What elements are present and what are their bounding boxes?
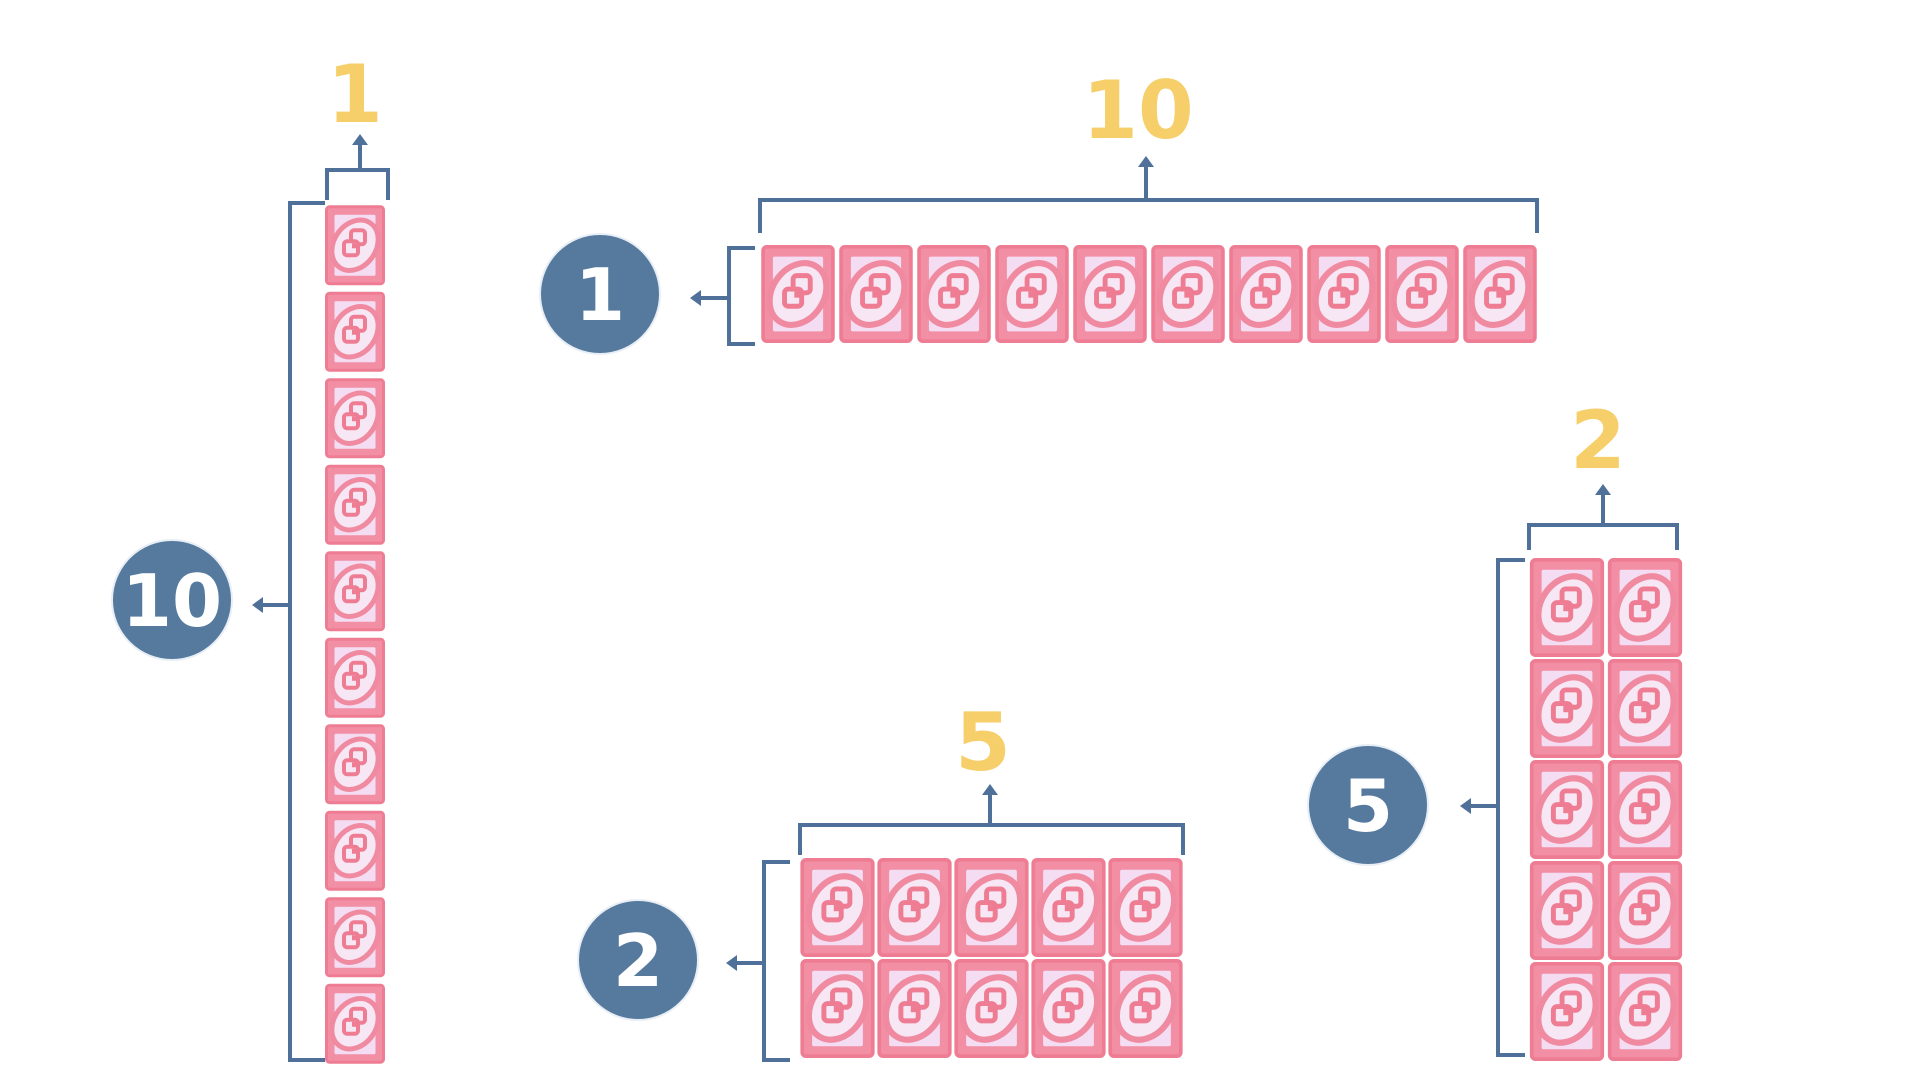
card-icon [1605,661,1686,756]
cols-count: 5 [955,696,1011,789]
card-icon [836,247,916,341]
card-grid [797,860,1186,1056]
card-icon [1605,560,1686,655]
cols-bracket [1529,525,1677,550]
card-icon [1605,964,1686,1059]
rows-bracket [1498,560,1525,1055]
card-icon [1605,762,1686,857]
card-icon [1148,247,1228,341]
cols-arrow-head [1138,156,1154,167]
card-icon [1460,247,1540,341]
card-icon [1070,247,1150,341]
card-icon [1527,762,1608,857]
rows-arrow-head [726,955,737,971]
card-icon [322,553,387,630]
card-icon [951,860,1032,955]
card-icon [1105,860,1186,955]
card-icon [1527,964,1608,1059]
rows-bracket [290,203,325,1060]
card-icon [914,247,994,341]
rows-arrow-head [690,290,701,306]
card-icon [322,899,387,976]
cols-count: 2 [1570,394,1626,487]
card-icon [1028,961,1109,1056]
rows-count: 2 [612,919,664,1003]
rows-arrow-head [1460,798,1471,814]
rows-bracket [729,248,755,344]
card-icon [951,961,1032,1056]
cols-bracket [760,200,1537,233]
array-row-10x1 [540,64,1540,354]
card-icon [1527,661,1608,756]
card-icon [322,380,387,457]
rows-bracket [764,862,790,1060]
card-icon [797,860,878,955]
card-icon [1382,247,1462,341]
card-icon [797,961,878,1056]
array-grid-5x2 [578,696,1186,1060]
card-icon [874,961,955,1056]
card-grid [758,247,1540,341]
card-icon [1304,247,1384,341]
array-grid-2x5 [1308,394,1685,1059]
rows-arrow-head [252,597,263,613]
card-icon [322,812,387,889]
card-grid [322,207,387,1063]
card-icon [322,293,387,370]
cols-bracket [800,825,1183,855]
card-icon [1226,247,1306,341]
card-icon [322,726,387,803]
card-icon [1605,863,1686,958]
cols-bracket [327,170,388,200]
rows-count: 10 [121,559,223,643]
card-icon [992,247,1072,341]
card-icon [1105,961,1186,1056]
card-icon [322,466,387,543]
card-icon [874,860,955,955]
card-icon [1527,863,1608,958]
array-col-1x10 [112,48,388,1062]
cols-count: 10 [1082,64,1194,157]
card-icon [322,207,387,284]
card-icon [1028,860,1109,955]
card-icon [758,247,838,341]
card-icon [322,985,387,1062]
card-grid [1527,560,1686,1059]
card-icon [322,639,387,716]
cols-count: 1 [327,48,383,141]
card-icon [1527,560,1608,655]
rows-count: 5 [1342,764,1394,848]
rows-count: 1 [574,253,626,337]
